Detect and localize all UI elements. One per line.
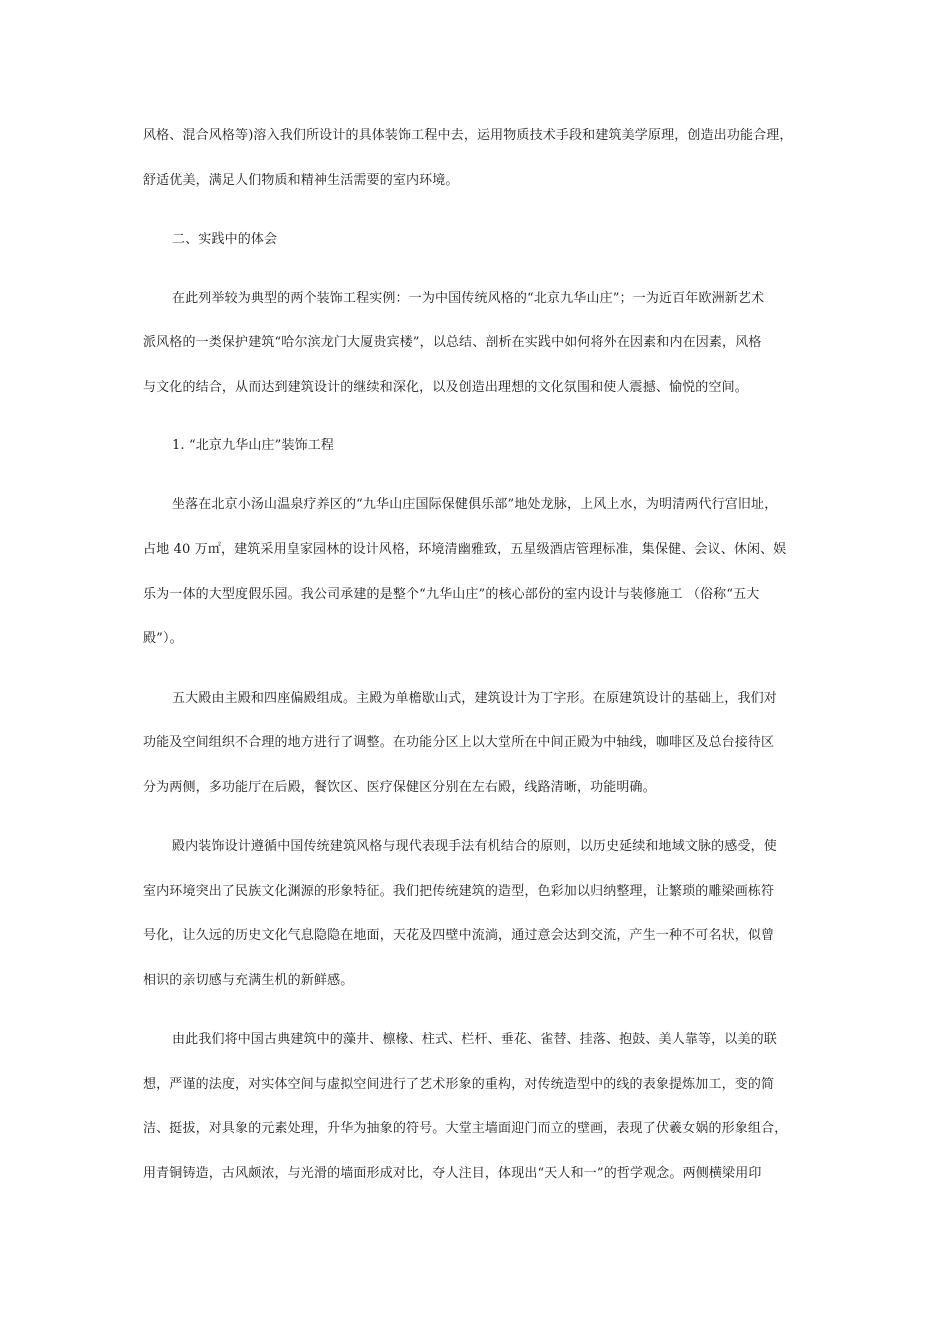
text-line: 在此列举较为典型的两个装饰工程实例：一为中国传统风格的“北京九华山庄”；一为近百年欧洲新艺术 xyxy=(172,291,765,306)
heading-line: 二、实践中的体会 xyxy=(172,232,278,247)
text-line: 乐为一体的大型度假乐园。我公司承建的是整个“九华山庄”的核心部份的室内设计与装修施工 （俗称“五大 xyxy=(143,587,760,602)
text-line: 坐落在北京小汤山温泉疗养区的“九华山庄国际保健俱乐部”地处龙脉，上风上水，为明清两代行宫旧址， xyxy=(172,497,778,512)
text-line: 室内环境突出了民族文化渊源的形象特征。我们把传统建筑的造型，色彩加以归纳整理，让繁琐的雕梁画栋符 xyxy=(143,884,775,899)
text-line: 占地 40 万㎡，建筑采用皇家园林的设计风格，环境清幽雅致，五星级酒店管理标准，集保健、会议、休闲、娱 xyxy=(143,542,787,557)
text-line: 功能及空间组织不合理的地方进行了调整。在功能分区上以大堂所在中间正殿为中轴线，咖啡区及总台接待区 xyxy=(143,735,775,750)
text-line: 号化，让久远的历史文化气息隐隐在地面，天花及四壁中流淌，通过意会达到交流，产生一种不可名状，似曾 xyxy=(143,928,775,943)
text-line: 舒适优美，满足人们物质和精神生活需要的室内环境。 xyxy=(143,173,459,188)
text-line: 分为两侧，多功能厅在后殿，餐饮区、医疗保健区分别在左右殿，线路清晰，功能明确。 xyxy=(143,780,656,795)
text-line: 用青铜铸造，古风颇浓，与光滑的墙面形成对比，夺人注目，体现出“天人和一”的哲学观念。两侧横梁用印 xyxy=(143,1166,762,1181)
heading-line: 1. “北京九华山庄”装饰工程 xyxy=(172,438,335,453)
text-line: 五大殿由主殿和四座偏殿组成。主殿为单檐歇山式，建筑设计为丁字形。在原建筑设计的基础上，我们对 xyxy=(172,691,777,706)
text-line: 由此我们将中国古典建筑中的藻井、檩椽、柱式、栏杆、垂花、雀替、挂落、抱鼓、美人靠等，以美的联 xyxy=(172,1032,777,1047)
text-line: 风格、混合风格等)溶入我们所设计的具体装饰工程中去，运用物质技术手段和建筑美学原理，创造出功能合理， xyxy=(143,128,793,143)
text-line: 殿”）。 xyxy=(143,631,183,646)
text-line: 洁、挺拔，对具象的元素处理，升华为抽象的符号。大堂主墙面迎门而立的壁画，表现了伏羲女娲的形象组合， xyxy=(143,1121,788,1136)
text-line: 与文化的结合，从而达到建筑设计的继续和深化，以及创造出理想的文化氛围和使人震撼、愉悦的空间。 xyxy=(143,380,748,395)
text-line: 想，严谨的法度，对实体空间与虚拟空间进行了艺术形象的重构，对传统造型中的线的表象提炼加工，变的简 xyxy=(143,1077,775,1092)
text-line: 相识的亲切感与充满生机的新鲜感。 xyxy=(143,973,354,988)
text-line: 殿内装饰设计遵循中国传统建筑风格与现代表现手法有机结合的原则，以历史延续和地域文脉的感受，使 xyxy=(172,839,777,854)
text-line: 派风格的一类保护建筑“哈尔滨龙门大厦贵宾楼”，以总结、剖析在实践中如何将外在因素和内在因素，风格 xyxy=(143,335,762,350)
